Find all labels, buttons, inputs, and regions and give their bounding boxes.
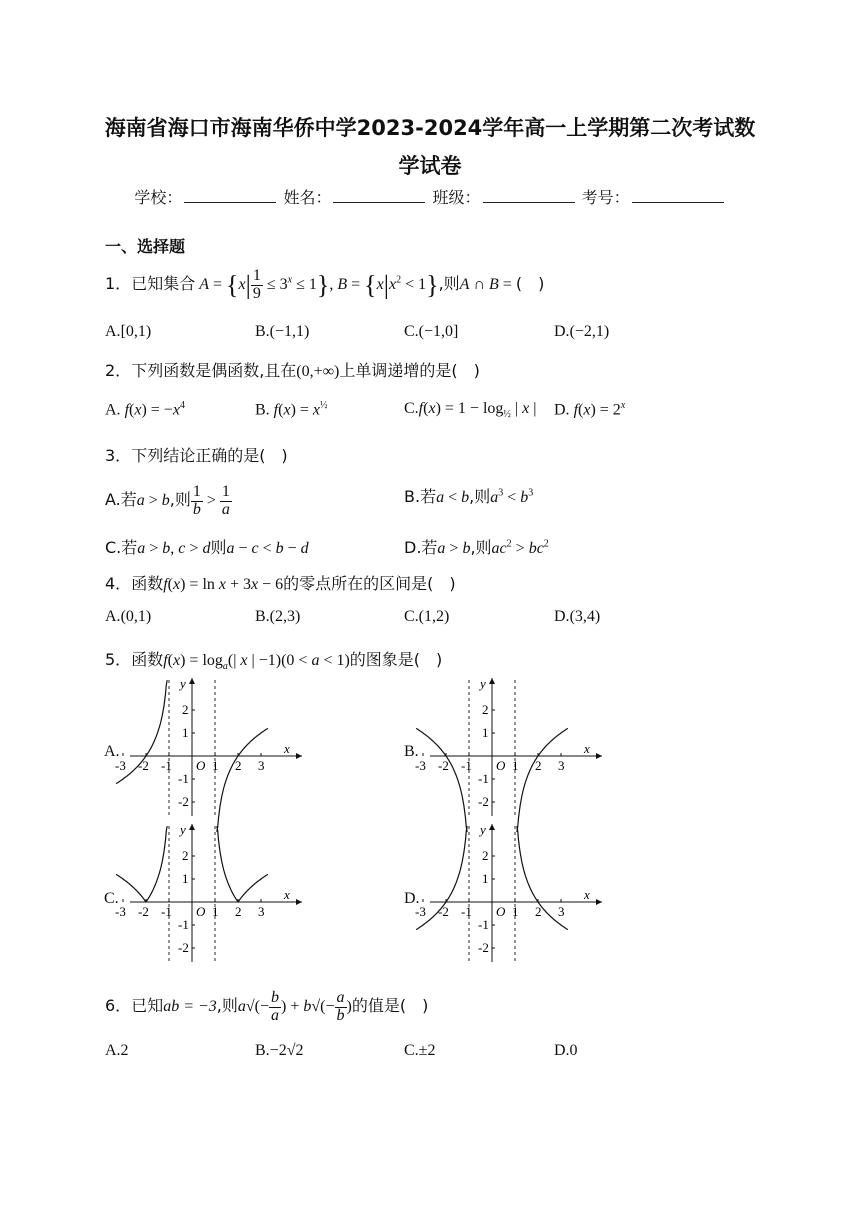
x-tick-label: -2: [438, 904, 449, 919]
q5-option-b-label[interactable]: B.: [404, 743, 419, 760]
x-axis-arrow: [596, 753, 602, 759]
q6-option-b[interactable]: B.−2√2: [255, 1042, 304, 1059]
q1-option-b[interactable]: B.(−1,1): [255, 323, 310, 340]
school-label: 学校：: [134, 188, 183, 207]
section-heading: 一、选择题: [105, 237, 186, 256]
x-tick-label: 1: [212, 758, 219, 773]
question-2: 2．下列函数是偶函数,且在(0,+∞)上单调递增的是( ): [105, 361, 480, 380]
graph-c-left-branch: [116, 826, 167, 902]
question-4: 4．函数f(x) = ln x + 3x − 6的零点所在的区间是( ): [105, 574, 456, 593]
name-label: 姓名：: [283, 188, 332, 207]
q3-option-b[interactable]: B.若a < b,则$a^3 < b^3$: [404, 487, 534, 506]
x-axis-arrow: [296, 899, 302, 905]
q3-option-d[interactable]: D.若a > b,则$ac^2 > bc^2$: [404, 538, 549, 557]
x-tick-label: 1: [512, 904, 519, 919]
question-6: 6．已知ab = −3,则a√(− $\frac{b}{a}$ ) + b√(− $\frac{a}{b}$ )的值是( ): [105, 989, 429, 1024]
q3-option-a[interactable]: A.若a > b,则 $\frac{1}{b}$ > $\frac{1}{a}$: [105, 483, 230, 518]
x-axis-label: x: [584, 741, 590, 756]
class-label: 班级：: [432, 188, 481, 207]
question-3: 3．下列结论正确的是( ): [105, 446, 288, 465]
x-axis-arrow: [296, 753, 302, 759]
x-tick-label: 3: [558, 758, 565, 773]
y-axis-label: y: [480, 676, 486, 691]
q6-option-c[interactable]: C.±2: [404, 1042, 436, 1059]
y-axis-label: y: [480, 822, 486, 837]
x-tick-label: -2: [138, 904, 149, 919]
origin-label: O: [496, 904, 506, 919]
q2-option-d[interactable]: D. $f(x) = 2^x$: [554, 400, 626, 419]
y-tick-label: 1: [482, 725, 489, 740]
title-line-1: 海南省海口市海南华侨中学2023-2024学年高一上学期第二次考试数: [104, 116, 756, 140]
q4-option-d[interactable]: D.(3,4): [554, 608, 601, 625]
y-axis-arrow: [489, 824, 495, 830]
graph-c[interactable]: [115, 822, 310, 972]
question-1: 1．已知集合 A = {x| $\frac{1}{9}$ ≤ $3^x \le 1$}, $B = \{x|x^2 < 1\}$,则A ∩ B = ( ): [105, 267, 545, 302]
x-tick-label: 2: [235, 904, 242, 919]
number-blank[interactable]: [632, 188, 724, 203]
x-tick-label: 2: [235, 758, 242, 773]
q4-option-a[interactable]: A.(0,1): [105, 608, 152, 625]
origin-label: O: [496, 758, 506, 773]
x-tick-label: -3: [115, 758, 126, 773]
graph-b-left-branch: [416, 728, 467, 832]
y-tick-label: -2: [178, 794, 189, 809]
y-tick-label: -1: [178, 771, 189, 786]
y-tick-label: -1: [478, 771, 489, 786]
x-tick-label: -1: [161, 758, 172, 773]
y-tick-label: 2: [182, 702, 189, 717]
q2-option-c[interactable]: $C.f(x) = 1 - \log_{\frac{1}{2}}$ | x |: [404, 400, 537, 421]
x-tick-label: -3: [415, 758, 426, 773]
y-axis-label: y: [180, 822, 186, 837]
x-tick-label: -3: [415, 904, 426, 919]
q6-option-d[interactable]: D.0: [554, 1042, 578, 1059]
y-tick-label: -2: [478, 794, 489, 809]
q1-option-a[interactable]: A.[0,1): [105, 323, 152, 340]
origin-label: O: [196, 758, 206, 773]
graph-a[interactable]: [115, 676, 310, 826]
q3-option-c[interactable]: C.若a > b, c > d则a − c < b − d: [105, 538, 309, 557]
q1-option-c[interactable]: C.(−1,0]: [404, 323, 459, 340]
x-tick-label: -1: [461, 758, 472, 773]
y-axis-label: y: [180, 676, 186, 691]
q5-option-a-label[interactable]: A.: [104, 743, 120, 760]
y-axis-arrow: [189, 678, 195, 684]
q2-option-b[interactable]: B. $f(x) = x^{\frac{1}{2}}$: [255, 400, 328, 419]
graph-c-right-branch: [217, 826, 268, 902]
y-tick-label: 2: [482, 848, 489, 863]
x-tick-label: 3: [558, 904, 565, 919]
y-tick-label: -1: [478, 917, 489, 932]
x-tick-label: -1: [161, 904, 172, 919]
class-blank[interactable]: [483, 188, 575, 203]
y-tick-label: -1: [178, 917, 189, 932]
q4-option-c[interactable]: C.(1,2): [404, 608, 450, 625]
y-tick-label: 1: [182, 871, 189, 886]
y-axis-arrow: [189, 824, 195, 830]
graph-a-right-branch: [217, 728, 268, 832]
y-tick-label: 2: [182, 848, 189, 863]
x-tick-label: 3: [258, 758, 265, 773]
y-tick-label: 1: [182, 725, 189, 740]
x-tick-label: 2: [535, 758, 542, 773]
graph-b[interactable]: [415, 676, 610, 826]
x-tick-label: 1: [512, 758, 519, 773]
x-axis-label: x: [284, 741, 290, 756]
question-5: 5．函数$f(x) = \log_a(|$ x | −1)(0 < a < 1)的图象是( ): [105, 650, 443, 673]
number-label: 考号：: [581, 188, 630, 207]
name-blank[interactable]: [333, 188, 425, 203]
y-tick-label: -2: [178, 940, 189, 955]
student-info: [0, 185, 860, 208]
q1-option-d[interactable]: D.(−2,1): [554, 323, 610, 340]
q5-option-c-label[interactable]: C.: [104, 890, 119, 907]
q5-option-d-label[interactable]: D.: [404, 890, 420, 907]
q6-option-a[interactable]: A.2: [105, 1042, 129, 1059]
x-axis-arrow: [596, 899, 602, 905]
y-tick-label: 1: [482, 871, 489, 886]
x-tick-label: 2: [535, 904, 542, 919]
x-tick-label: -2: [438, 758, 449, 773]
x-tick-label: -2: [138, 758, 149, 773]
origin-label: O: [196, 904, 206, 919]
y-tick-label: 2: [482, 702, 489, 717]
x-axis-label: x: [284, 887, 290, 902]
x-tick-label: 3: [258, 904, 265, 919]
x-tick-label: -3: [115, 904, 126, 919]
q4-option-b[interactable]: B.(2,3): [255, 608, 301, 625]
q2-option-a[interactable]: A. $f(x) = -x^4$: [105, 400, 185, 419]
school-blank[interactable]: [184, 188, 276, 203]
title-line-2: 学试卷: [398, 154, 462, 178]
x-tick-label: 1: [212, 904, 219, 919]
x-tick-label: -1: [461, 904, 472, 919]
graph-b-right-branch: [517, 728, 568, 832]
graph-d[interactable]: [415, 822, 610, 972]
x-axis-label: x: [584, 887, 590, 902]
y-tick-label: -2: [478, 940, 489, 955]
y-axis-arrow: [489, 678, 495, 684]
